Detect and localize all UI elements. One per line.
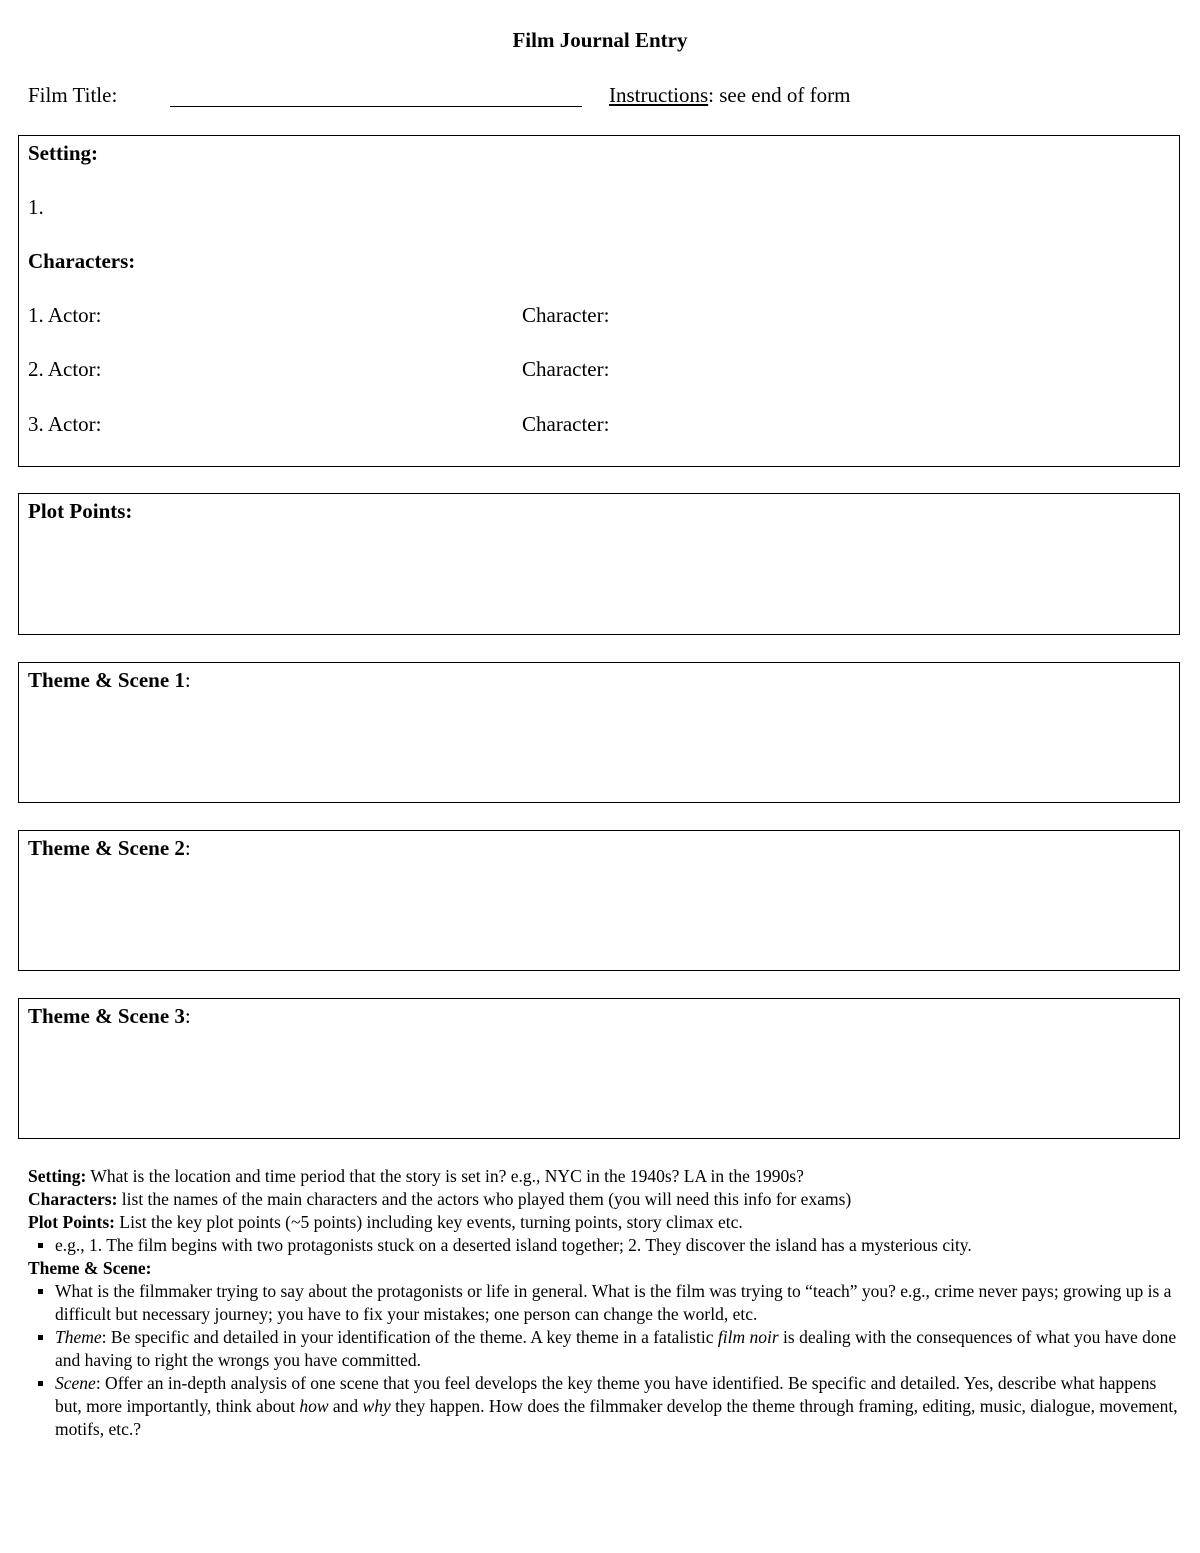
characters-label: Characters:: [28, 249, 136, 273]
note-setting: Setting: What is the location and time period that the story is set in? e.g., NYC in the 1940s? LA in the 1990s?: [28, 1166, 804, 1186]
note-theme-scene: Theme & Scene:: [28, 1258, 152, 1278]
actor-3-label: 3. Actor:: [28, 412, 102, 436]
theme-scene-2-label: Theme & Scene 2:: [28, 836, 191, 860]
instructions-notes: [28, 1165, 1178, 1441]
actor-2-label: 2. Actor:: [28, 357, 102, 381]
theme-scene-3-label: Theme & Scene 3:: [28, 1004, 191, 1028]
setting-item-1: 1.: [28, 195, 44, 219]
theme-scene-bullet-1: What is the filmmaker trying to say about the protagonists or life in general. What is the film was trying to “teach” you? e.g., crime never pays; growing up is a difficult but necessary journey; you have to fix your mistakes; one person can change the world, etc.: [28, 1280, 1178, 1326]
theme-scene-bullet-2: Theme: Be specific and detailed in your identification of the theme. A key theme in a fatalistic film noir is dealing with the consequences of what you have done and having to right the wrongs you have committed.: [28, 1326, 1178, 1372]
setting-label: Setting:: [28, 141, 98, 165]
instructions-link: Instructions: [609, 83, 709, 107]
theme-scene-1-box[interactable]: [18, 662, 1180, 803]
plot-points-box[interactable]: [18, 493, 1180, 635]
plot-points-label: Plot Points:: [28, 499, 133, 523]
theme-scene-2-box[interactable]: [18, 830, 1180, 971]
film-title-field[interactable]: [170, 83, 582, 107]
character-2-label: Character:: [522, 357, 610, 381]
note-characters: Characters: list the names of the main characters and the actors who played them (you will need this info for exams): [28, 1189, 852, 1209]
instructions-note: [609, 83, 850, 108]
actor-1-label: 1. Actor:: [28, 303, 102, 327]
theme-scene-1-label: Theme & Scene 1:: [28, 668, 191, 692]
character-1-label: Character:: [522, 303, 610, 327]
setting-characters-box[interactable]: [18, 135, 1180, 467]
plot-example-item: e.g., 1. The film begins with two protagonists stuck on a deserted island together; 2. They discover the island has a mysterious city.: [28, 1234, 1178, 1257]
note-plot-points: Plot Points: List the key plot points (~5 points) including key events, turning points, story climax etc.: [28, 1212, 743, 1232]
plot-example-list: [28, 1234, 1178, 1257]
theme-scene-3-box[interactable]: [18, 998, 1180, 1139]
page-title: Film Journal Entry: [512, 28, 688, 52]
instructions-text: : see end of form: [708, 83, 851, 107]
theme-scene-list: [28, 1280, 1178, 1441]
theme-scene-bullet-3: Scene: Offer an in-depth analysis of one scene that you feel develops the key theme you have identified. Be specific and detailed. Yes, describe what happens but, more importantly, think about how and why they happen. How does the filmmaker develop the theme through framing, editing, music, dialogue, movement, motifs, etc.?: [28, 1372, 1178, 1441]
character-3-label: Character:: [522, 412, 610, 436]
film-title-row: [28, 83, 1178, 113]
film-title-label: Film Title:: [28, 83, 118, 107]
